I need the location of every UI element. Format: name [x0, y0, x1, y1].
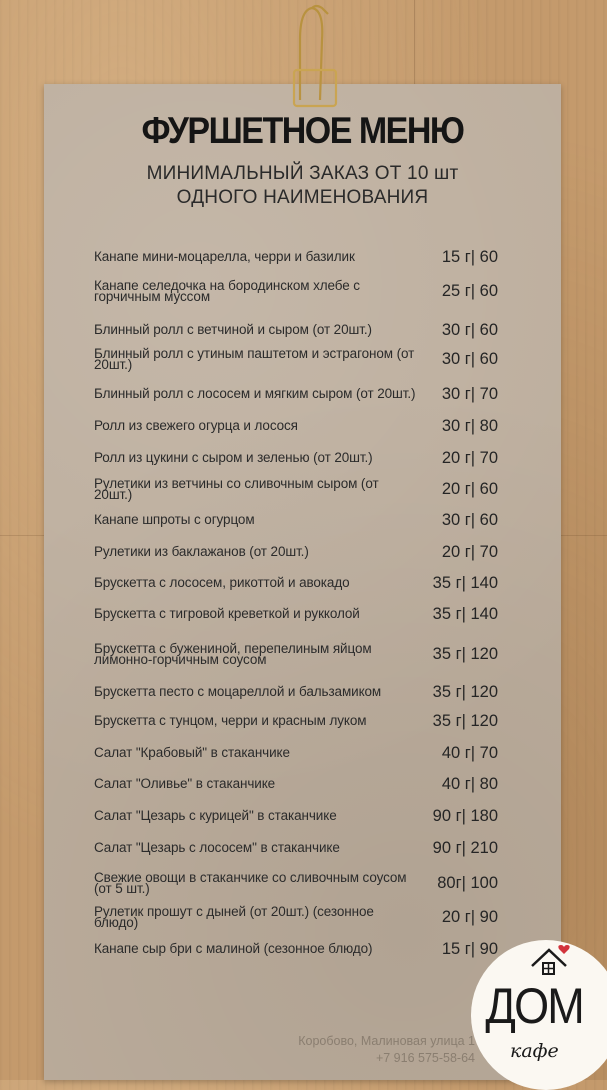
menu-item-price: 35 г| 120	[432, 644, 498, 663]
menu-item-name: Салат "Цезарь с лососем" в стаканчике	[94, 840, 340, 856]
menu-item	[94, 767, 504, 801]
menu-item	[94, 441, 504, 475]
menu-item-price: 90 г| 180	[432, 806, 498, 825]
menu-item-price: 40 г| 70	[441, 743, 498, 762]
menu-item	[94, 472, 504, 506]
menu-item	[94, 240, 504, 274]
menu-item-name: Канапе мини-моцарелла, черри и базилик	[94, 249, 355, 265]
menu-item-price: 30 г| 70	[441, 384, 498, 403]
menu-item	[94, 704, 504, 738]
menu-item-price: 30 г| 60	[441, 320, 498, 339]
menu-item-price: 35 г| 140	[432, 573, 498, 592]
menu-item-price: 20 г| 90	[441, 907, 498, 926]
menu-item	[94, 409, 504, 443]
menu-item-name: Канапе сыр бри с малиной (сезонное блюдо)	[94, 941, 373, 957]
menu-item-name: Салат "Крабовый" в стаканчике	[94, 745, 290, 761]
menu-item-price: 35 г| 140	[432, 604, 498, 623]
menu-title: ФУРШЕТНОЕ МЕНЮ	[141, 110, 464, 152]
menu-subtitle	[44, 162, 561, 210]
footer-contacts	[298, 1033, 475, 1067]
menu-item-name: Салат "Цезарь с курицей" в стаканчике	[94, 808, 337, 824]
menu-item	[94, 597, 504, 631]
menu-item-name: Рулетик прошут с дыней (от 20шт.) (сезонное блюдо)	[94, 903, 374, 930]
menu-item-price: 20 г| 70	[441, 448, 498, 467]
menu-item-price: 20 г| 70	[441, 542, 498, 561]
menu-item	[94, 342, 504, 376]
heart-icon	[558, 944, 570, 955]
menu-item-price: 40 г| 80	[441, 774, 498, 793]
phone: +7 916 575-58-64	[375, 1051, 475, 1065]
menu-item-name: Блинный ролл с утиным паштетом и эстрагоном (от 20шт.)	[94, 345, 415, 372]
address: Коробово, Малиновая улица 1	[298, 1034, 475, 1048]
menu-item-price: 20 г| 60	[441, 479, 498, 498]
menu-item-name: Рулетики из ветчины со сливочным сыром (от 20шт.)	[94, 475, 379, 502]
menu-item-name: Брускетта с тунцом, черри и красным луком	[94, 713, 367, 729]
menu-item-name: Рулетики из баклажанов (от 20шт.)	[94, 544, 309, 560]
menu-item-price: 15 г| 60	[441, 247, 498, 266]
menu-item	[94, 637, 504, 671]
menu-item-price: 35 г| 120	[432, 711, 498, 730]
menu-item-price: 30 г| 60	[441, 510, 498, 529]
menu-item	[94, 274, 504, 308]
menu-item	[94, 900, 504, 934]
subtitle-line-1: МИНИМАЛЬНЫЙ ЗАКАЗ ОТ 10 шт	[146, 163, 459, 184]
menu-item	[94, 932, 504, 966]
binder-clip-icon	[270, 0, 360, 110]
menu-item	[94, 736, 504, 770]
menu-item-price: 30 г| 80	[441, 416, 498, 435]
menu-item	[94, 831, 504, 865]
menu-item-name: Канапе шпроты с огурцом	[94, 512, 255, 528]
menu-item-price: 80г| 100	[437, 873, 498, 892]
menu-item-name: Канапе селедочка на бородинском хлебе с горчичным муссом	[94, 277, 360, 304]
logo-sub-text: кафе	[510, 1040, 559, 1062]
menu-item-price: 25 г| 60	[441, 281, 498, 300]
menu-item-name: Ролл из цукини с сыром и зеленью (от 20шт.)	[94, 450, 373, 466]
menu-item-price: 35 г| 120	[432, 682, 498, 701]
menu-item-price: 15 г| 90	[441, 939, 498, 958]
menu-item	[94, 377, 504, 411]
menu-item	[94, 535, 504, 569]
menu-item-price: 30 г| 60	[441, 349, 498, 368]
menu-item	[94, 503, 504, 537]
menu-item-price: 90 г| 210	[432, 838, 498, 857]
menu-item-name: Ролл из свежего огурца и лосося	[94, 418, 298, 434]
menu-item-name: Брускетта с лососем, рикоттой и авокадо	[94, 575, 350, 591]
menu-item-name: Свежие овощи в стаканчике со сливочным соусом (от 5 шт.)	[94, 869, 407, 896]
menu-item	[94, 566, 504, 600]
menu-item	[94, 866, 504, 900]
menu-item-name: Блинный ролл с ветчиной и сыром (от 20шт.)	[94, 322, 372, 338]
menu-item	[94, 799, 504, 833]
menu-item-name: Брускетта с бужениной, перепелиным яйцом лимонно-горчичным соусом	[94, 640, 372, 667]
logo-main-text: ДОМ	[485, 978, 583, 1034]
menu-item-name: Брускетта с тигровой креветкой и рукколой	[94, 606, 360, 622]
menu-item-name: Салат "Оливье" в стаканчике	[94, 776, 276, 792]
menu-item-name: Брускетта песто с моцареллой и бальзамиком	[94, 684, 382, 700]
subtitle-line-2: ОДНОГО НАИМЕНОВАНИЯ	[176, 187, 429, 208]
menu-item-name: Блинный ролл с лососем и мягким сыром (от 20шт.)	[94, 386, 416, 402]
